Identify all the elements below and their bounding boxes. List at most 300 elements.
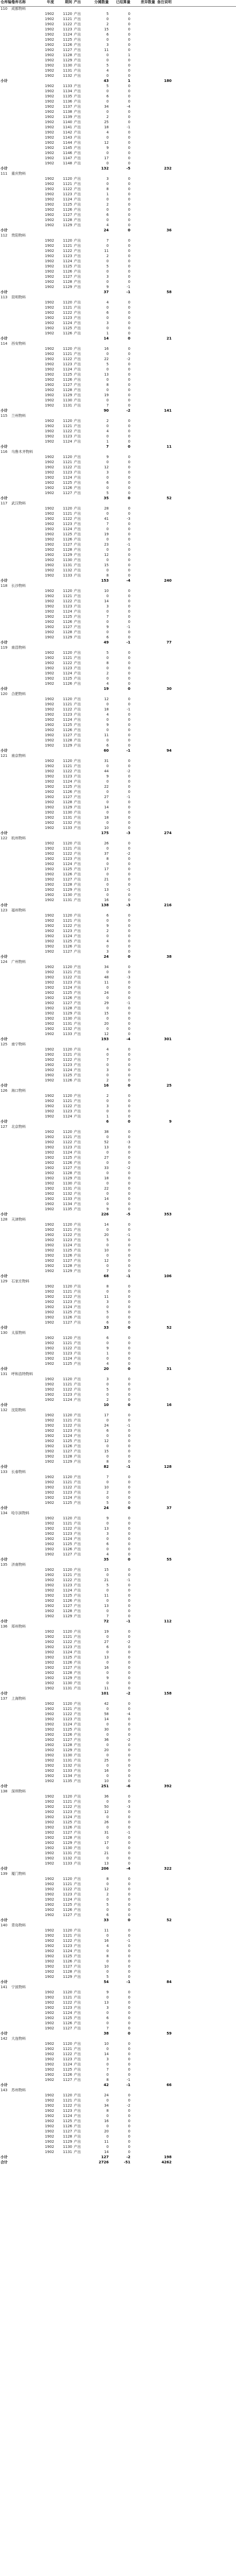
table-cell: 0 [128, 666, 130, 670]
table-row [0, 1284, 236, 1290]
table-cell: 1127 [63, 543, 72, 547]
table-cell: 产出 [74, 1485, 81, 1489]
table-row [0, 1903, 236, 1908]
table-cell: 0 [128, 1295, 130, 1299]
table-cell: -4 [127, 105, 130, 109]
table-cell: 1 [106, 439, 109, 444]
table-cell: 1122 [63, 1233, 72, 1237]
table-cell: 产出 [74, 1264, 81, 1268]
table-cell: 1902 [45, 275, 54, 279]
table-cell: 产出 [74, 1738, 81, 1742]
table-cell: 0 [106, 821, 109, 825]
table-cell: 9 [106, 146, 109, 150]
table-cell: 产出 [74, 110, 81, 114]
table-cell: 产出 [74, 1774, 81, 1778]
table-cell: 1902 [45, 1681, 54, 1685]
table-cell: 1126 [63, 2021, 72, 2025]
table-cell: 0 [128, 1887, 130, 1891]
table-cell: 72 [104, 1619, 109, 1623]
table-cell: 3 [106, 321, 109, 325]
table-cell: 7 [106, 2067, 109, 2072]
table-cell: 1902 [45, 980, 54, 985]
table-cell: 产出 [74, 1269, 81, 1273]
table-cell: 产出 [74, 1836, 81, 1840]
table-cell: 141 [164, 409, 172, 413]
table-cell: 1133 [63, 1861, 72, 1866]
table-cell: 产出 [74, 1944, 81, 1948]
table-cell: 0 [106, 2021, 109, 2025]
table-row [0, 398, 236, 403]
table-row [0, 1944, 236, 1949]
table-cell: 1121 [63, 1480, 72, 1484]
table-cell: 1127 [63, 275, 72, 279]
table-cell: 1902 [45, 1454, 54, 1459]
table-row [0, 48, 236, 53]
table-cell: 成都物料 [11, 7, 26, 11]
table-row [0, 1527, 236, 1532]
table-cell: 重庆物料 [11, 172, 26, 176]
subtotal-row [0, 1212, 236, 1217]
table-cell: 1120 [63, 913, 72, 918]
table-cell: -1 [126, 640, 130, 645]
table-row [0, 1187, 236, 1192]
table-cell: 产出 [74, 609, 81, 614]
table-cell: 0 [128, 1006, 130, 1010]
table-cell: -3 [127, 1140, 130, 1144]
table-cell: 20 [104, 1233, 109, 1237]
table-cell: 0 [128, 27, 130, 31]
table-cell: 117 [1, 501, 8, 505]
table-cell: 产出 [74, 1295, 81, 1299]
table-cell: 0 [128, 182, 130, 186]
table-row [0, 1006, 236, 1011]
table-cell: 1120 [63, 1223, 72, 1227]
table-cell: 产出 [74, 476, 81, 480]
table-cell: 呼和浩特物料 [11, 1372, 33, 1376]
table-cell: 1902 [45, 1810, 54, 1814]
table-cell: 0 [128, 1145, 130, 1149]
table-cell: 0 [106, 1418, 109, 1422]
table-cell: 0 [106, 1073, 109, 1077]
table-cell: 0 [106, 2098, 109, 2103]
table-cell: 2 [106, 1892, 109, 1896]
table-cell: 1131 [63, 563, 72, 567]
table-cell: 1126 [63, 1547, 72, 1551]
table-cell: 1124 [63, 367, 72, 371]
table-cell: 1902 [45, 182, 54, 186]
table-cell: -3 [126, 903, 130, 907]
table-row [0, 1109, 236, 1114]
table-row [0, 244, 236, 249]
table-row [0, 816, 236, 821]
table-cell: -1 [127, 1233, 130, 1237]
table-row [0, 1717, 236, 1722]
table-cell: 0 [128, 2001, 130, 2005]
table-row [0, 38, 236, 43]
table-cell: 0 [128, 821, 130, 825]
table-cell: 1127 [63, 1001, 72, 1005]
table-cell: 产出 [74, 439, 81, 444]
table-cell: 0 [128, 2057, 130, 2061]
table-cell: 1902 [45, 986, 54, 990]
table-row [0, 532, 236, 537]
table-cell: 1129 [63, 553, 72, 557]
table-row [0, 357, 236, 362]
table-row [0, 1490, 236, 1496]
table-cell: 1121 [63, 306, 72, 310]
table-cell: 产出 [74, 759, 81, 763]
table-cell: 14 [104, 599, 109, 603]
table-cell: 1120 [63, 1284, 72, 1289]
table-cell: 产出 [74, 2119, 81, 2123]
table-cell: 产出 [74, 1207, 81, 1211]
table-cell: 1128 [63, 1671, 72, 1675]
table-cell: 1902 [45, 63, 54, 67]
table-cell: 0 [106, 151, 109, 155]
table-cell: 0 [128, 1104, 130, 1108]
table-cell: 1123 [63, 1717, 72, 1721]
table-row [0, 1764, 236, 1769]
table-cell: 1129 [63, 635, 72, 639]
table-cell: 产出 [74, 146, 81, 150]
subtotal-row [0, 749, 236, 754]
table-row [0, 1315, 236, 1320]
table-cell: 1147 [63, 156, 72, 160]
table-cell: 1902 [45, 1130, 54, 1134]
table-cell: 0 [106, 1135, 109, 1139]
table-cell: 1126 [63, 1315, 72, 1319]
table-cell: 0 [128, 94, 130, 98]
table-cell: 产出 [74, 625, 81, 629]
table-cell: 7 [106, 1058, 109, 1062]
table-cell: 0 [128, 89, 130, 93]
table-cell: 1127 [63, 1666, 72, 1670]
table-row [0, 1872, 236, 1877]
table-cell: 1126 [63, 537, 72, 541]
table-cell: 0 [128, 1290, 130, 1294]
table-cell: 0 [106, 1753, 109, 1757]
table-cell: 产出 [74, 743, 81, 748]
table-cell: 1127 [63, 1964, 72, 1969]
table-cell: 1122 [63, 1346, 72, 1350]
table-cell: 0 [128, 785, 130, 789]
table-cell: 132 [1, 1408, 8, 1412]
table-cell: 产出 [74, 1454, 81, 1459]
table-row [0, 1831, 236, 1836]
table-cell: 0 [128, 161, 130, 165]
table-cell: 11 [104, 2140, 109, 2144]
table-cell: 19 [104, 1630, 109, 1634]
table-cell: 1134 [63, 89, 72, 93]
table-row [0, 743, 236, 749]
table-cell: 1127 [63, 2026, 72, 2030]
table-cell: 0 [106, 1846, 109, 1850]
header-cell: 差异数量 [141, 0, 155, 4]
table-cell: 1128 [63, 883, 72, 887]
table-row [0, 1655, 236, 1660]
table-cell: 0 [128, 1135, 130, 1139]
table-cell: 1130 [63, 810, 72, 815]
table-cell: 产出 [74, 939, 81, 943]
table-cell: 0 [128, 1480, 130, 1484]
table-cell: 1130 [63, 1753, 72, 1757]
table-cell: 产出 [74, 2104, 81, 2108]
table-cell: 1902 [45, 254, 54, 258]
table-cell: 0 [106, 1825, 109, 1829]
table-cell: 1902 [45, 1532, 54, 1536]
table-cell: 1902 [45, 393, 54, 397]
table-cell: 1133 [63, 573, 72, 578]
table-cell: 0 [128, 774, 130, 778]
table-cell: 7 [106, 615, 109, 619]
table-cell: 1133 [63, 826, 72, 830]
table-cell: 产出 [74, 2109, 81, 2113]
table-row [0, 233, 236, 239]
table-row [0, 1578, 236, 1583]
table-cell: 1902 [45, 115, 54, 119]
table-cell: 9 [106, 285, 109, 289]
table-cell: 1902 [45, 1594, 54, 1598]
table-cell: -1 [126, 749, 130, 753]
table-cell: 产出 [74, 1114, 81, 1118]
table-cell: 1902 [45, 821, 54, 825]
table-row [0, 682, 236, 687]
table-cell: 1902 [45, 1001, 54, 1005]
table-cell: 1120 [63, 2042, 72, 2046]
table-cell: 24 [104, 228, 109, 232]
table-cell: 0 [128, 676, 130, 681]
table-row [0, 1635, 236, 1640]
table-cell: 产出 [74, 115, 81, 119]
table-row [0, 2104, 236, 2109]
table-cell: 产出 [74, 1243, 81, 1247]
table-cell: 0 [128, 2031, 130, 2036]
table-row [0, 1630, 236, 1635]
table-cell: 产出 [74, 589, 81, 593]
table-cell: 0 [128, 1114, 130, 1118]
table-cell: 产出 [74, 48, 81, 52]
table-cell: 产出 [74, 1248, 81, 1252]
table-cell: 小计 [1, 1326, 8, 1330]
table-cell: 251 [101, 1784, 109, 1788]
table-cell: 小计 [1, 166, 8, 171]
table-cell: 产出 [74, 1583, 81, 1587]
table-row [0, 2114, 236, 2119]
table-cell: 0 [128, 1326, 130, 1330]
table-cell: 产出 [74, 1387, 81, 1392]
table-cell: 20 [104, 2129, 109, 2133]
table-row [0, 2011, 236, 2016]
table-cell: 9 [106, 1676, 109, 1680]
table-cell: 1126 [63, 790, 72, 794]
table-cell: 1902 [45, 1444, 54, 1448]
table-cell: 0 [128, 986, 130, 990]
table-cell: 0 [106, 527, 109, 531]
table-cell: 产出 [74, 2140, 81, 2144]
table-cell: 17 [104, 1841, 109, 1845]
table-cell: 0 [106, 269, 109, 274]
table-cell: 1121 [63, 424, 72, 428]
table-row [0, 1089, 236, 1094]
table-row [0, 1995, 236, 2001]
table-row [0, 1686, 236, 1691]
table-row [0, 1604, 236, 1609]
table-cell: 产出 [74, 1161, 81, 1165]
table-cell: 1902 [45, 522, 54, 526]
table-cell: 1902 [45, 615, 54, 619]
table-row [0, 826, 236, 831]
table-cell: 产出 [74, 1882, 81, 1886]
table-cell: -3 [126, 831, 130, 835]
table-cell: 1902 [45, 1928, 54, 1933]
table-cell: 产出 [74, 1382, 81, 1386]
table-cell: 产出 [74, 1130, 81, 1134]
subtotal-row [0, 1083, 236, 1089]
table-cell: 产出 [74, 2062, 81, 2066]
table-cell: 1120 [63, 455, 72, 459]
table-cell: 产出 [74, 682, 81, 686]
table-cell: 贵阳物料 [11, 233, 26, 238]
subtotal-row [0, 1784, 236, 1789]
table-cell: 产出 [74, 2026, 81, 2030]
table-row [0, 1243, 236, 1248]
table-cell: 6 [106, 635, 109, 639]
table-cell: 1121 [63, 656, 72, 660]
table-cell: 13 [104, 1527, 109, 1531]
table-cell: 5 [106, 362, 109, 366]
table-cell: 128 [1, 1217, 8, 1222]
table-cell: 1902 [45, 372, 54, 377]
table-cell: 126 [1, 1089, 8, 1093]
table-row [0, 1145, 236, 1150]
table-cell: 5 [106, 1583, 109, 1587]
table-cell: 产出 [74, 63, 81, 67]
table-cell: 1122 [63, 517, 72, 521]
table-cell: 0 [128, 434, 130, 438]
table-cell: 1902 [45, 573, 54, 578]
table-cell: 产出 [74, 177, 81, 181]
table-cell: -1 [126, 2083, 130, 2087]
table-row [0, 120, 236, 125]
table-cell: 产出 [74, 779, 81, 784]
table-cell: 1124 [63, 671, 72, 675]
table-cell: 1902 [45, 429, 54, 433]
table-row [0, 661, 236, 666]
table-cell: 12 [104, 1439, 109, 1443]
table-row [0, 651, 236, 656]
table-cell: 产出 [74, 697, 81, 701]
table-cell: 1126 [63, 728, 72, 732]
table-cell: 产出 [74, 156, 81, 160]
table-cell: 33 [104, 1326, 109, 1330]
table-cell: 1902 [45, 1995, 54, 1999]
table-cell: 产出 [74, 275, 81, 279]
table-cell: 1902 [45, 1223, 54, 1227]
table-cell: 产出 [74, 2047, 81, 2051]
table-cell: 产出 [74, 321, 81, 325]
table-cell: -5 [126, 166, 130, 171]
table-cell: 1125 [63, 1156, 72, 1160]
table-cell: 1902 [45, 1073, 54, 1077]
table-cell: 1902 [45, 1537, 54, 1541]
table-cell: 66 [166, 2083, 172, 2087]
table-cell: 226 [101, 1212, 109, 1216]
table-cell: 0 [106, 1722, 109, 1726]
table-cell: 产出 [74, 790, 81, 794]
table-cell: 1902 [45, 929, 54, 933]
table-cell: 1128 [63, 280, 72, 284]
table-cell: 55 [166, 1557, 172, 1562]
table-cell: 0 [128, 352, 130, 356]
table-cell: 1902 [45, 872, 54, 876]
table-cell: 1124 [63, 476, 72, 480]
table-cell: 0 [106, 702, 109, 706]
table-row [0, 316, 236, 321]
table-row [0, 115, 236, 120]
table-cell: 0 [106, 1934, 109, 1938]
table-row [0, 1851, 236, 1856]
table-cell: 0 [106, 197, 109, 201]
table-cell: 2 [106, 115, 109, 119]
table-row [0, 1413, 236, 1418]
table-cell: 产出 [74, 522, 81, 526]
table-row [0, 1429, 236, 1434]
table-cell: 1128 [63, 1454, 72, 1459]
table-row [0, 821, 236, 826]
table-cell: 0 [106, 1181, 109, 1185]
table-cell: 1902 [45, 1300, 54, 1304]
table-row [0, 2098, 236, 2104]
table-cell: 8 [106, 2109, 109, 2113]
table-cell: 13 [104, 1145, 109, 1149]
table-cell: 34 [104, 2104, 109, 2108]
table-row [0, 594, 236, 599]
table-cell: 小计 [1, 687, 8, 691]
table-row [0, 202, 236, 208]
table-cell: 产出 [74, 852, 81, 856]
table-cell: 产出 [74, 1341, 81, 1345]
table-cell: 17 [104, 156, 109, 160]
table-cell: 1902 [45, 1114, 54, 1118]
table-cell: 产出 [74, 460, 81, 464]
table-cell: 1902 [45, 1805, 54, 1809]
table-cell: 产出 [74, 1336, 81, 1340]
table-cell: 16 [166, 1403, 172, 1407]
table-cell: 1148 [63, 161, 72, 165]
table-cell: 0 [106, 1053, 109, 1057]
table-cell: 1902 [45, 2145, 54, 2149]
table-cell: 0 [106, 367, 109, 371]
table-cell: 1127 [63, 1738, 72, 1742]
table-cell: 小计 [1, 640, 8, 645]
table-row [0, 517, 236, 522]
table-cell: 0 [128, 1022, 130, 1026]
table-cell: 9 [106, 1990, 109, 1994]
table-cell: 43 [104, 79, 109, 83]
subtotal-row [0, 1918, 236, 1923]
table-cell: 小计 [1, 1918, 8, 1922]
table-cell: 产出 [74, 1032, 81, 1036]
table-row [0, 1645, 236, 1650]
table-cell: 0 [128, 1913, 130, 1917]
table-cell: 0 [128, 965, 130, 969]
table-cell: 1120 [63, 1094, 72, 1098]
table-cell: 产出 [74, 1310, 81, 1314]
table-cell: 138 [1, 1789, 8, 1793]
table-cell: 1902 [45, 1794, 54, 1799]
table-cell: 产出 [74, 1686, 81, 1690]
table-cell: 4 [106, 939, 109, 943]
